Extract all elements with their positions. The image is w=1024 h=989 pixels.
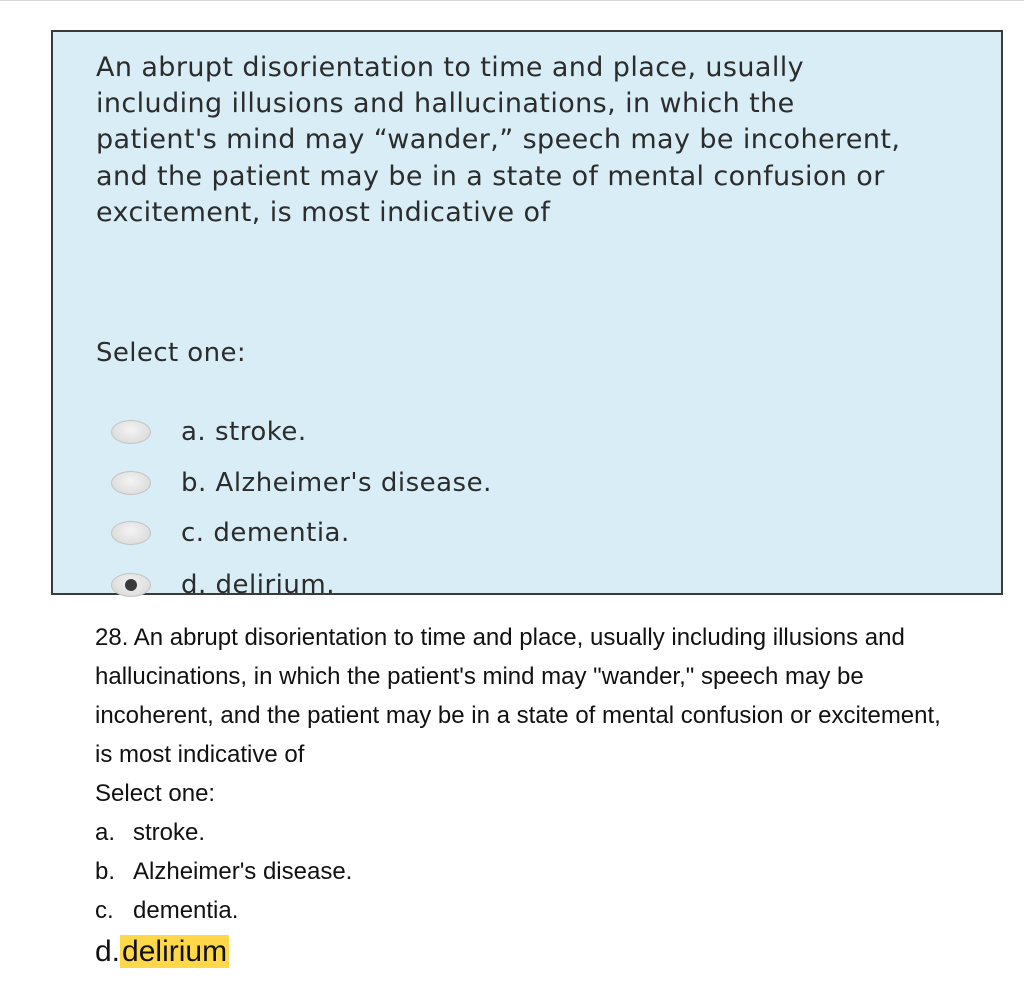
transcribed-option-b xyxy=(95,852,955,891)
transcribed-option-c xyxy=(95,891,955,930)
option-c[interactable] xyxy=(111,516,350,550)
option-b[interactable] xyxy=(111,466,492,500)
transcribed-answer xyxy=(95,930,955,974)
option-letter: b. xyxy=(95,858,116,885)
radio-icon[interactable] xyxy=(111,420,151,444)
transcribed-question-text: 28. An abrupt disorientation to time and place, usually including illusions and hallucinations, in which the patient's mind may "wander," speech may be incoherent, and the patient may be in a state of mental confusion or excitement, is most indicative of xyxy=(95,624,941,768)
radio-icon[interactable] xyxy=(111,471,151,495)
transcribed-option-a xyxy=(95,813,955,852)
option-text: stroke. xyxy=(133,819,206,846)
question-text: An abrupt disorientation to time and place, usually including illusions and hallucinations, in which the patient's mind may “wander,” speech may be incoherent, and the patient may be in a state of mental confusion or excitement, is most indicative of xyxy=(96,52,901,228)
option-d[interactable] xyxy=(111,568,335,602)
option-text: Alzheimer's disease. xyxy=(133,858,353,885)
answer-letter: d. xyxy=(95,935,121,968)
transcribed-question xyxy=(95,618,955,974)
transcribed-select-label: Select one: xyxy=(95,780,216,807)
radio-icon[interactable] xyxy=(111,521,151,545)
option-d-label[interactable]: d. delirium. xyxy=(181,570,335,600)
top-divider xyxy=(0,0,1024,1)
option-a-label[interactable]: a. stroke. xyxy=(181,417,307,447)
option-letter: c. xyxy=(95,897,114,924)
option-c-label[interactable]: c. dementia. xyxy=(181,518,350,548)
option-letter: a. xyxy=(95,819,116,846)
option-text: dementia. xyxy=(133,897,239,924)
select-one-label: Select one: xyxy=(96,338,247,368)
quiz-question-panel xyxy=(51,30,1003,600)
option-b-label[interactable]: b. Alzheimer's disease. xyxy=(181,468,492,498)
radio-checked-icon[interactable] xyxy=(111,573,151,597)
option-a[interactable] xyxy=(111,415,307,449)
highlighted-answer: delirium xyxy=(122,935,228,968)
